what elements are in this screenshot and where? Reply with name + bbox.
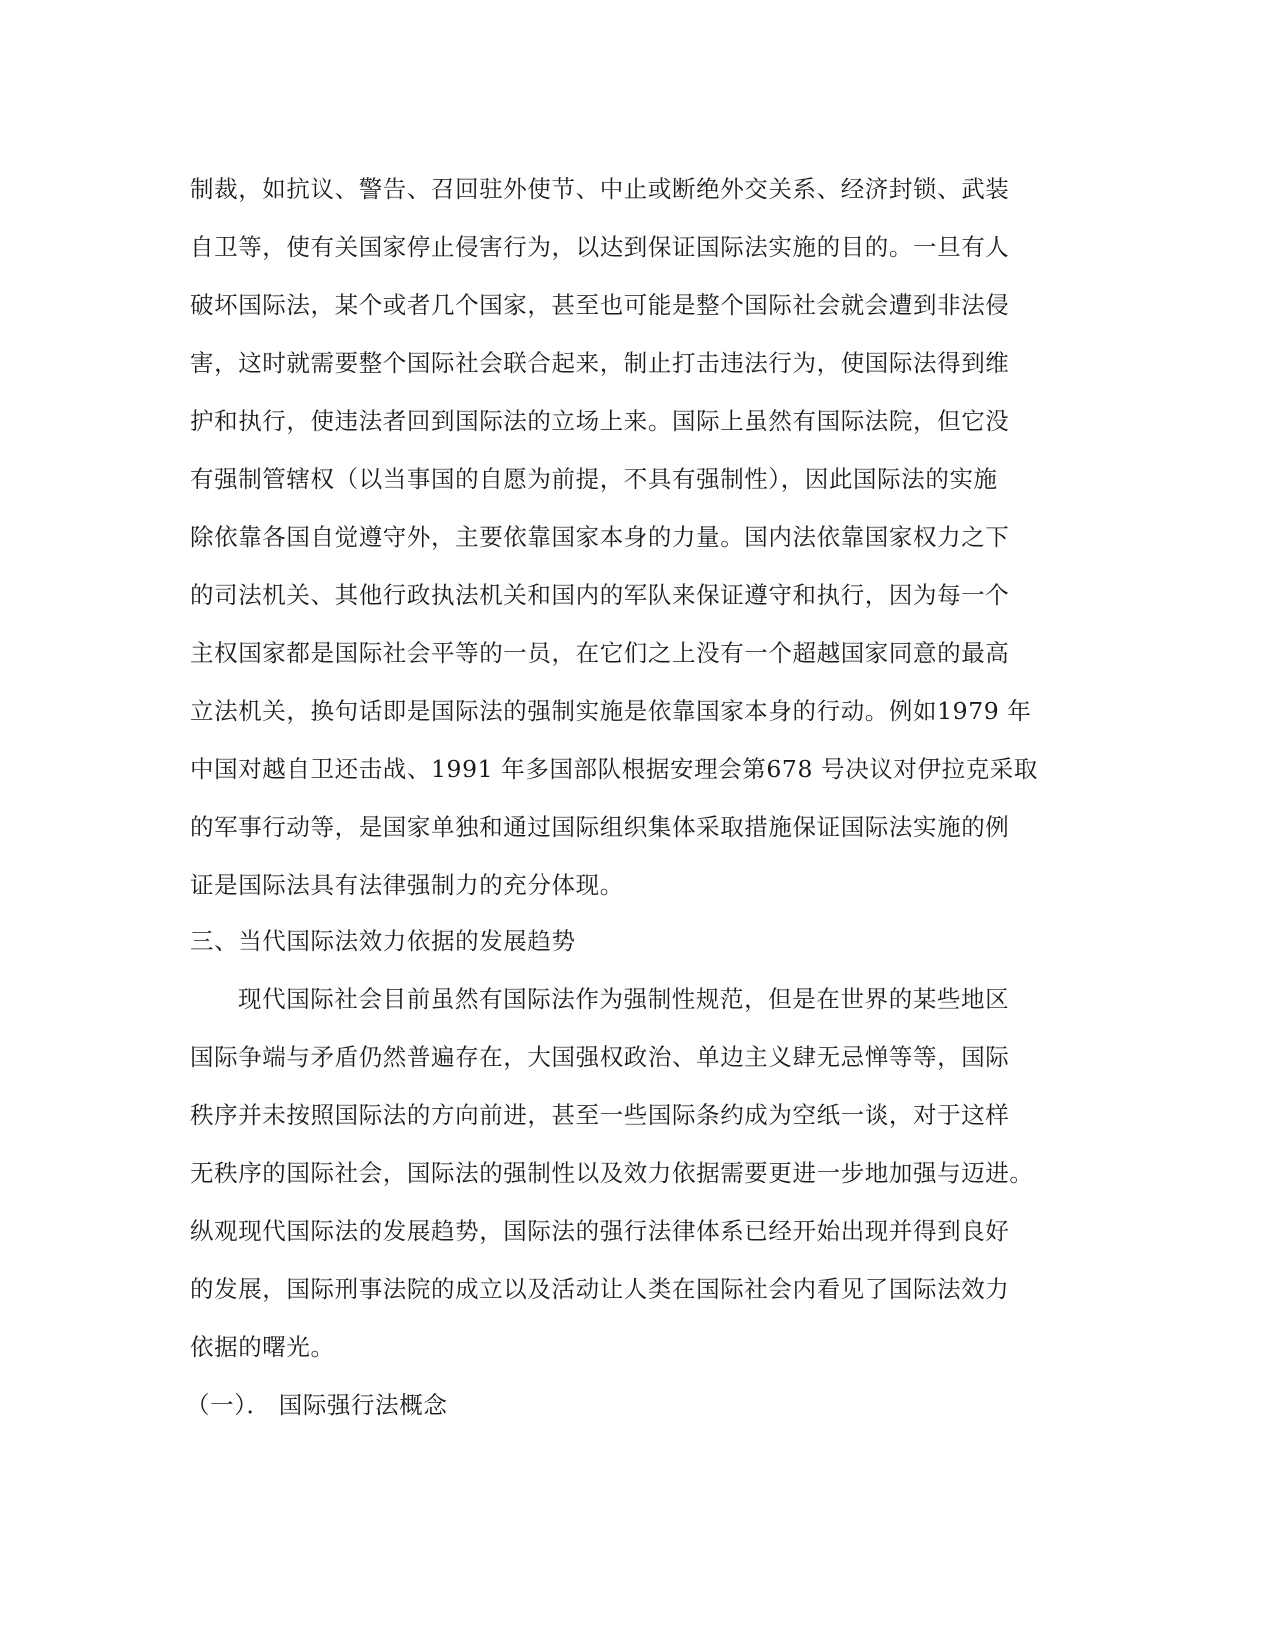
paragraph-1-line: 护和执行，使违法者回到国际法的立场上来。国际上虽然有国际法院，但它没 [190, 407, 1010, 435]
paragraph-1-line: 的司法机关、其他行政执法机关和国内的军队来保证遵守和执行，因为每一个 [190, 581, 1010, 609]
paragraph-2-line: 无秩序的国际社会，国际法的强制性以及效力依据需要更进一步地加强与迈进。 [190, 1159, 1034, 1187]
paragraph-2-line: 国际争端与矛盾仍然普遍存在，大国强权政治、单边主义肆无忌惮等等，国际 [190, 1043, 1010, 1071]
paragraph-1-line: 自卫等，使有关国家停止侵害行为，以达到保证国际法实施的目的。一旦有人 [190, 233, 1010, 261]
paragraph-2-line: 的发展，国际刑事法院的成立以及活动让人类在国际社会内看见了国际法效力 [190, 1275, 1010, 1303]
paragraph-1-line: 除依靠各国自觉遵守外，主要依靠国家本身的力量。国内法依靠国家权力之下 [190, 523, 1010, 551]
paragraph-2-line: 依据的曙光。 [190, 1333, 335, 1361]
paragraph-1-line: 制裁，如抗议、警告、召回驻外使节、中止或断绝外交关系、经济封锁、武装 [190, 175, 1010, 203]
paragraph-1-line: 破坏国际法，某个或者几个国家，甚至也可能是整个国际社会就会遭到非法侵 [190, 291, 1010, 319]
paragraph-2-line: 秩序并未按照国际法的方向前进，甚至一些国际条约成为空纸一谈，对于这样 [190, 1101, 1010, 1129]
paragraph-1-line: 害，这时就需要整个国际社会联合起来，制止打击违法行为，使国际法得到维 [190, 349, 1010, 377]
paragraph-1-line: 有强制管辖权（以当事国的自愿为前提，不具有强制性），因此国际法的实施 [190, 465, 998, 493]
paragraph-1-line: 立法机关，换句话即是国际法的强制实施是依靠国家本身的行动。例如1979 年 [190, 697, 1032, 725]
paragraph-2-line: 现代国际社会目前虽然有国际法作为强制性规范，但是在世界的某些地区 [238, 985, 1010, 1013]
paragraph-1-line: 主权国家都是国际社会平等的一员，在它们之上没有一个超越国家同意的最高 [190, 639, 1010, 667]
section-heading: 三、当代国际法效力依据的发展趋势 [190, 927, 576, 955]
subsection-heading: （一）． 国际强行法概念 [186, 1391, 448, 1419]
paragraph-2-line: 纵观现代国际法的发展趋势，国际法的强行法律体系已经开始出现并得到良好 [190, 1217, 1010, 1245]
paragraph-1-line: 证是国际法具有法律强制力的充分体现。 [190, 871, 624, 899]
paragraph-1-line: 中国对越自卫还击战、1991 年多国部队根据安理会第678 号决议对伊拉克采取 [190, 755, 1038, 783]
paragraph-1-line: 的军事行动等，是国家单独和通过国际组织集体采取措施保证国际法实施的例 [190, 813, 1010, 841]
